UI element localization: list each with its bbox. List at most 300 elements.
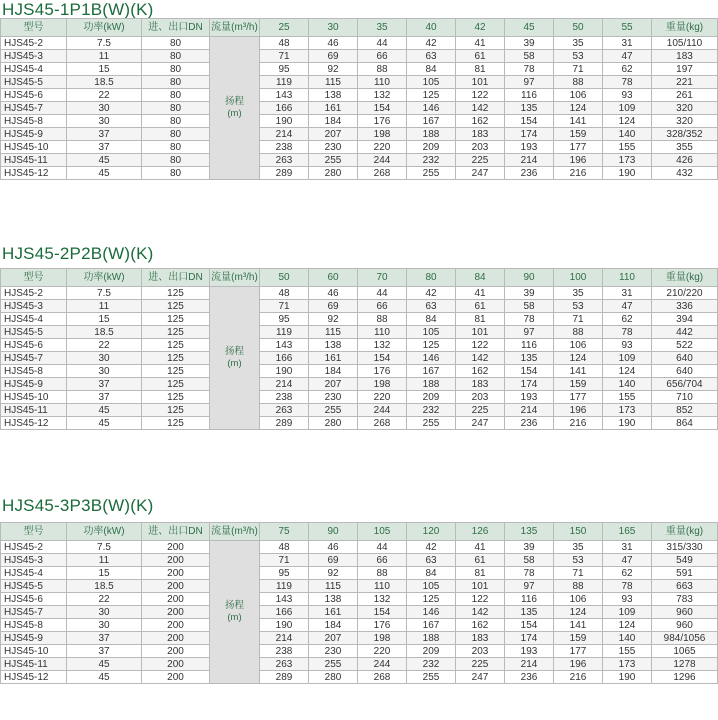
model-cell: HJS45-2 xyxy=(1,37,67,50)
head-value-cell: 154 xyxy=(358,352,407,365)
head-value-cell: 198 xyxy=(358,128,407,141)
head-value-cell: 138 xyxy=(309,89,358,102)
head-value-cell: 124 xyxy=(554,102,603,115)
dn-cell: 125 xyxy=(142,365,210,378)
model-cell: HJS45-6 xyxy=(1,593,67,606)
head-value-cell: 289 xyxy=(260,671,309,684)
head-value-cell: 116 xyxy=(505,593,554,606)
head-value-cell: 109 xyxy=(603,102,652,115)
head-value-cell: 146 xyxy=(407,352,456,365)
model-cell: HJS45-7 xyxy=(1,606,67,619)
head-value-cell: 174 xyxy=(505,632,554,645)
model-cell: HJS45-11 xyxy=(1,154,67,167)
head-value-cell: 214 xyxy=(260,378,309,391)
head-value-cell: 39 xyxy=(505,37,554,50)
head-value-cell: 188 xyxy=(407,128,456,141)
table-row xyxy=(1,671,718,684)
head-value-cell: 154 xyxy=(505,619,554,632)
weight-cell: 663 xyxy=(652,580,718,593)
head-value-cell: 188 xyxy=(407,378,456,391)
head-value-cell: 81 xyxy=(456,567,505,580)
dn-cell: 80 xyxy=(142,63,210,76)
head-value-cell: 159 xyxy=(554,378,603,391)
dn-cell: 200 xyxy=(142,645,210,658)
head-value-cell: 71 xyxy=(260,50,309,63)
head-value-cell: 176 xyxy=(358,115,407,128)
dn-cell: 125 xyxy=(142,352,210,365)
head-value-cell: 167 xyxy=(407,115,456,128)
head-value-cell: 119 xyxy=(260,580,309,593)
head-value-cell: 92 xyxy=(309,63,358,76)
head-value-cell: 244 xyxy=(358,404,407,417)
head-value-cell: 162 xyxy=(456,365,505,378)
head-value-cell: 140 xyxy=(603,378,652,391)
table-row xyxy=(1,76,718,89)
head-value-cell: 109 xyxy=(603,352,652,365)
dn-cell: 125 xyxy=(142,339,210,352)
head-value-cell: 47 xyxy=(603,300,652,313)
power-cell: 45 xyxy=(67,671,142,684)
head-value-cell: 46 xyxy=(309,541,358,554)
head-value-cell: 61 xyxy=(456,50,505,63)
head-value-cell: 53 xyxy=(554,300,603,313)
flow-value-header: 165 xyxy=(603,523,652,541)
power-cell: 7.5 xyxy=(67,287,142,300)
table-row xyxy=(1,554,718,567)
weight-cell: 105/110 xyxy=(652,37,718,50)
head-value-cell: 47 xyxy=(603,50,652,63)
head-value-cell: 109 xyxy=(603,606,652,619)
power-cell: 15 xyxy=(67,313,142,326)
head-value-cell: 106 xyxy=(554,593,603,606)
model-cell: HJS45-2 xyxy=(1,287,67,300)
dn-cell: 80 xyxy=(142,128,210,141)
dn-cell: 80 xyxy=(142,89,210,102)
model-cell: HJS45-8 xyxy=(1,115,67,128)
head-value-cell: 236 xyxy=(505,671,554,684)
model-cell: HJS45-11 xyxy=(1,404,67,417)
power-cell: 37 xyxy=(67,128,142,141)
weight-cell: 710 xyxy=(652,391,718,404)
head-value-cell: 124 xyxy=(603,365,652,378)
dn-cell: 125 xyxy=(142,326,210,339)
table-row xyxy=(1,593,718,606)
head-value-cell: 225 xyxy=(456,154,505,167)
head-value-cell: 63 xyxy=(407,554,456,567)
head-value-cell: 101 xyxy=(456,580,505,593)
spec-table xyxy=(0,18,718,180)
head-value-cell: 31 xyxy=(603,37,652,50)
head-value-cell: 230 xyxy=(309,141,358,154)
table-row xyxy=(1,378,718,391)
head-value-cell: 84 xyxy=(407,567,456,580)
head-value-cell: 78 xyxy=(603,326,652,339)
column-header-power: 功率(kW) xyxy=(67,523,142,541)
flow-value-header: 90 xyxy=(505,269,554,287)
table-row xyxy=(1,339,718,352)
head-value-cell: 81 xyxy=(456,63,505,76)
model-cell: HJS45-12 xyxy=(1,417,67,430)
head-value-cell: 41 xyxy=(456,287,505,300)
head-value-cell: 132 xyxy=(358,593,407,606)
weight-cell: 315/330 xyxy=(652,541,718,554)
head-value-cell: 142 xyxy=(456,352,505,365)
table-row xyxy=(1,37,718,50)
head-value-cell: 132 xyxy=(358,89,407,102)
weight-cell: 984/1056 xyxy=(652,632,718,645)
table-title: HJS45-1P1B(W)(K) xyxy=(2,0,154,19)
table-row xyxy=(1,580,718,593)
head-value-cell: 280 xyxy=(309,417,358,430)
flow-value-header: 110 xyxy=(603,269,652,287)
head-value-cell: 225 xyxy=(456,404,505,417)
head-value-cell: 166 xyxy=(260,352,309,365)
head-value-cell: 135 xyxy=(505,352,554,365)
head-value-cell: 71 xyxy=(554,567,603,580)
head-value-cell: 71 xyxy=(554,63,603,76)
head-value-cell: 61 xyxy=(456,300,505,313)
head-value-cell: 216 xyxy=(554,417,603,430)
flow-value-header: 126 xyxy=(456,523,505,541)
power-cell: 7.5 xyxy=(67,37,142,50)
table-row xyxy=(1,326,718,339)
head-value-cell: 105 xyxy=(407,76,456,89)
head-value-cell: 230 xyxy=(309,645,358,658)
model-cell: HJS45-4 xyxy=(1,63,67,76)
head-value-cell: 176 xyxy=(358,365,407,378)
head-value-cell: 203 xyxy=(456,391,505,404)
table-row xyxy=(1,141,718,154)
head-value-cell: 81 xyxy=(456,313,505,326)
head-value-cell: 97 xyxy=(505,326,554,339)
flow-value-header: 84 xyxy=(456,269,505,287)
dn-cell: 125 xyxy=(142,300,210,313)
head-value-cell: 255 xyxy=(309,404,358,417)
model-cell: HJS45-10 xyxy=(1,391,67,404)
head-value-cell: 162 xyxy=(456,115,505,128)
head-value-cell: 138 xyxy=(309,339,358,352)
power-cell: 18.5 xyxy=(67,580,142,593)
head-value-cell: 154 xyxy=(358,606,407,619)
head-value-cell: 190 xyxy=(603,167,652,180)
power-cell: 22 xyxy=(67,89,142,102)
weight-cell: 656/704 xyxy=(652,378,718,391)
power-cell: 37 xyxy=(67,391,142,404)
head-value-cell: 268 xyxy=(358,167,407,180)
head-value-cell: 203 xyxy=(456,141,505,154)
dn-cell: 80 xyxy=(142,115,210,128)
table-row xyxy=(1,645,718,658)
weight-cell: 852 xyxy=(652,404,718,417)
weight-cell: 320 xyxy=(652,102,718,115)
head-value-cell: 146 xyxy=(407,606,456,619)
head-value-cell: 190 xyxy=(603,417,652,430)
table-row xyxy=(1,658,718,671)
flow-value-header: 50 xyxy=(554,19,603,37)
head-value-cell: 88 xyxy=(554,76,603,89)
head-value-cell: 177 xyxy=(554,141,603,154)
head-value-cell: 105 xyxy=(407,326,456,339)
power-cell: 22 xyxy=(67,593,142,606)
head-value-cell: 177 xyxy=(554,391,603,404)
table-row xyxy=(1,287,718,300)
head-value-cell: 167 xyxy=(407,365,456,378)
head-value-cell: 46 xyxy=(309,37,358,50)
head-value-cell: 289 xyxy=(260,417,309,430)
column-header-dn: 进、出口DN xyxy=(142,19,210,37)
spec-table xyxy=(0,522,718,684)
head-value-cell: 62 xyxy=(603,567,652,580)
head-value-cell: 238 xyxy=(260,141,309,154)
table-row xyxy=(1,352,718,365)
weight-cell: 783 xyxy=(652,593,718,606)
model-cell: HJS45-3 xyxy=(1,50,67,63)
head-value-cell: 263 xyxy=(260,658,309,671)
head-value-cell: 58 xyxy=(505,554,554,567)
table-row xyxy=(1,154,718,167)
column-header-flow: 流量(m³/h) xyxy=(210,269,260,287)
head-value-cell: 255 xyxy=(407,671,456,684)
power-cell: 11 xyxy=(67,50,142,63)
head-value-cell: 71 xyxy=(554,313,603,326)
head-value-cell: 173 xyxy=(603,404,652,417)
head-value-cell: 183 xyxy=(456,378,505,391)
head-value-cell: 42 xyxy=(407,37,456,50)
head-value-cell: 280 xyxy=(309,671,358,684)
head-value-cell: 63 xyxy=(407,300,456,313)
weight-cell: 1278 xyxy=(652,658,718,671)
head-value-cell: 143 xyxy=(260,89,309,102)
table-row xyxy=(1,167,718,180)
head-value-cell: 161 xyxy=(309,352,358,365)
model-cell: HJS45-8 xyxy=(1,619,67,632)
head-value-cell: 110 xyxy=(358,580,407,593)
head-value-cell: 162 xyxy=(456,619,505,632)
dn-cell: 200 xyxy=(142,619,210,632)
head-value-cell: 119 xyxy=(260,76,309,89)
head-value-cell: 166 xyxy=(260,102,309,115)
head-value-cell: 44 xyxy=(358,541,407,554)
head-value-cell: 31 xyxy=(603,541,652,554)
head-value-cell: 116 xyxy=(505,89,554,102)
head-value-cell: 135 xyxy=(505,606,554,619)
dn-cell: 80 xyxy=(142,76,210,89)
header-row xyxy=(1,269,718,287)
head-value-cell: 193 xyxy=(505,645,554,658)
table-title: HJS45-2P2B(W)(K) xyxy=(2,244,154,263)
flow-value-header: 30 xyxy=(309,19,358,37)
flow-value-header: 135 xyxy=(505,523,554,541)
model-cell: HJS45-6 xyxy=(1,339,67,352)
head-value-cell: 92 xyxy=(309,567,358,580)
head-value-cell: 35 xyxy=(554,287,603,300)
model-cell: HJS45-7 xyxy=(1,352,67,365)
head-value-cell: 154 xyxy=(505,115,554,128)
dn-cell: 125 xyxy=(142,417,210,430)
weight-cell: 1065 xyxy=(652,645,718,658)
dn-cell: 80 xyxy=(142,154,210,167)
head-value-cell: 78 xyxy=(603,580,652,593)
weight-cell: 960 xyxy=(652,619,718,632)
flow-value-header: 35 xyxy=(358,19,407,37)
head-value-cell: 78 xyxy=(505,63,554,76)
model-cell: HJS45-3 xyxy=(1,300,67,313)
power-cell: 18.5 xyxy=(67,76,142,89)
head-value-cell: 53 xyxy=(554,554,603,567)
flow-value-header: 105 xyxy=(358,523,407,541)
dn-cell: 200 xyxy=(142,554,210,567)
head-value-cell: 174 xyxy=(505,378,554,391)
head-value-cell: 255 xyxy=(407,167,456,180)
power-cell: 37 xyxy=(67,645,142,658)
power-cell: 30 xyxy=(67,352,142,365)
flow-value-header: 55 xyxy=(603,19,652,37)
head-value-cell: 122 xyxy=(456,593,505,606)
head-value-cell: 110 xyxy=(358,326,407,339)
head-value-cell: 167 xyxy=(407,619,456,632)
head-value-cell: 146 xyxy=(407,102,456,115)
head-value-cell: 196 xyxy=(554,404,603,417)
column-header-flow: 流量(m³/h) xyxy=(210,19,260,37)
head-value-cell: 289 xyxy=(260,167,309,180)
head-value-cell: 88 xyxy=(358,63,407,76)
weight-cell: 336 xyxy=(652,300,718,313)
head-value-cell: 47 xyxy=(603,554,652,567)
model-cell: HJS45-7 xyxy=(1,102,67,115)
head-value-cell: 62 xyxy=(603,313,652,326)
dn-cell: 200 xyxy=(142,658,210,671)
power-cell: 15 xyxy=(67,567,142,580)
head-value-cell: 207 xyxy=(309,378,358,391)
head-value-cell: 78 xyxy=(505,313,554,326)
head-value-cell: 48 xyxy=(260,37,309,50)
head-value-cell: 214 xyxy=(505,154,554,167)
head-value-cell: 119 xyxy=(260,326,309,339)
weight-cell: 549 xyxy=(652,554,718,567)
column-header-model: 型号 xyxy=(1,523,67,541)
head-value-cell: 69 xyxy=(309,300,358,313)
head-value-cell: 161 xyxy=(309,102,358,115)
head-value-cell: 84 xyxy=(407,63,456,76)
weight-cell: 320 xyxy=(652,115,718,128)
head-value-cell: 141 xyxy=(554,365,603,378)
weight-cell: 442 xyxy=(652,326,718,339)
weight-cell: 183 xyxy=(652,50,718,63)
power-cell: 30 xyxy=(67,619,142,632)
head-value-cell: 116 xyxy=(505,339,554,352)
head-value-cell: 207 xyxy=(309,632,358,645)
head-value-cell: 93 xyxy=(603,339,652,352)
head-value-cell: 177 xyxy=(554,645,603,658)
head-value-cell: 101 xyxy=(456,326,505,339)
dn-cell: 80 xyxy=(142,102,210,115)
flow-value-header: 100 xyxy=(554,269,603,287)
head-value-cell: 190 xyxy=(260,619,309,632)
head-value-cell: 62 xyxy=(603,63,652,76)
column-header-weight: 重量(kg) xyxy=(652,19,718,37)
head-value-cell: 238 xyxy=(260,391,309,404)
power-cell: 45 xyxy=(67,417,142,430)
head-value-cell: 183 xyxy=(456,128,505,141)
head-value-cell: 247 xyxy=(456,671,505,684)
head-value-cell: 135 xyxy=(505,102,554,115)
model-cell: HJS45-10 xyxy=(1,141,67,154)
head-value-cell: 214 xyxy=(505,658,554,671)
head-value-cell: 214 xyxy=(260,128,309,141)
flow-value-header: 150 xyxy=(554,523,603,541)
weight-cell: 960 xyxy=(652,606,718,619)
head-value-cell: 220 xyxy=(358,141,407,154)
table-title: HJS45-3P3B(W)(K) xyxy=(2,496,154,515)
power-cell: 45 xyxy=(67,167,142,180)
head-value-cell: 53 xyxy=(554,50,603,63)
weight-cell: 522 xyxy=(652,339,718,352)
model-cell: HJS45-2 xyxy=(1,541,67,554)
head-value-cell: 69 xyxy=(309,554,358,567)
head-value-cell: 97 xyxy=(505,580,554,593)
head-value-cell: 95 xyxy=(260,313,309,326)
head-value-cell: 61 xyxy=(456,554,505,567)
head-value-cell: 268 xyxy=(358,671,407,684)
column-header-model: 型号 xyxy=(1,269,67,287)
weight-cell: 221 xyxy=(652,76,718,89)
model-cell: HJS45-8 xyxy=(1,365,67,378)
head-value-cell: 92 xyxy=(309,313,358,326)
head-value-cell: 66 xyxy=(358,300,407,313)
head-value-cell: 66 xyxy=(358,554,407,567)
head-value-cell: 161 xyxy=(309,606,358,619)
weight-cell: 864 xyxy=(652,417,718,430)
head-value-cell: 115 xyxy=(309,580,358,593)
head-value-cell: 209 xyxy=(407,391,456,404)
head-value-cell: 184 xyxy=(309,115,358,128)
power-cell: 45 xyxy=(67,658,142,671)
head-value-cell: 196 xyxy=(554,658,603,671)
head-value-cell: 97 xyxy=(505,76,554,89)
dn-cell: 200 xyxy=(142,567,210,580)
head-value-cell: 125 xyxy=(407,339,456,352)
head-value-cell: 122 xyxy=(456,339,505,352)
model-cell: HJS45-3 xyxy=(1,554,67,567)
head-value-cell: 95 xyxy=(260,63,309,76)
head-value-cell: 232 xyxy=(407,154,456,167)
head-value-cell: 159 xyxy=(554,632,603,645)
head-value-cell: 188 xyxy=(407,632,456,645)
head-value-cell: 93 xyxy=(603,593,652,606)
head-value-cell: 232 xyxy=(407,658,456,671)
power-cell: 15 xyxy=(67,63,142,76)
weight-cell: 328/352 xyxy=(652,128,718,141)
head-value-cell: 155 xyxy=(603,141,652,154)
model-cell: HJS45-9 xyxy=(1,128,67,141)
column-header-power: 功率(kW) xyxy=(67,19,142,37)
power-cell: 7.5 xyxy=(67,541,142,554)
model-cell: HJS45-4 xyxy=(1,313,67,326)
power-cell: 37 xyxy=(67,632,142,645)
table-row xyxy=(1,50,718,63)
head-value-cell: 155 xyxy=(603,645,652,658)
head-value-cell: 124 xyxy=(603,619,652,632)
flow-value-header: 90 xyxy=(309,523,358,541)
dn-cell: 125 xyxy=(142,287,210,300)
head-value-cell: 255 xyxy=(407,417,456,430)
head-value-cell: 209 xyxy=(407,645,456,658)
model-cell: HJS45-5 xyxy=(1,326,67,339)
head-value-cell: 232 xyxy=(407,404,456,417)
flow-value-header: 120 xyxy=(407,523,456,541)
flow-value-header: 50 xyxy=(260,269,309,287)
head-value-cell: 66 xyxy=(358,50,407,63)
